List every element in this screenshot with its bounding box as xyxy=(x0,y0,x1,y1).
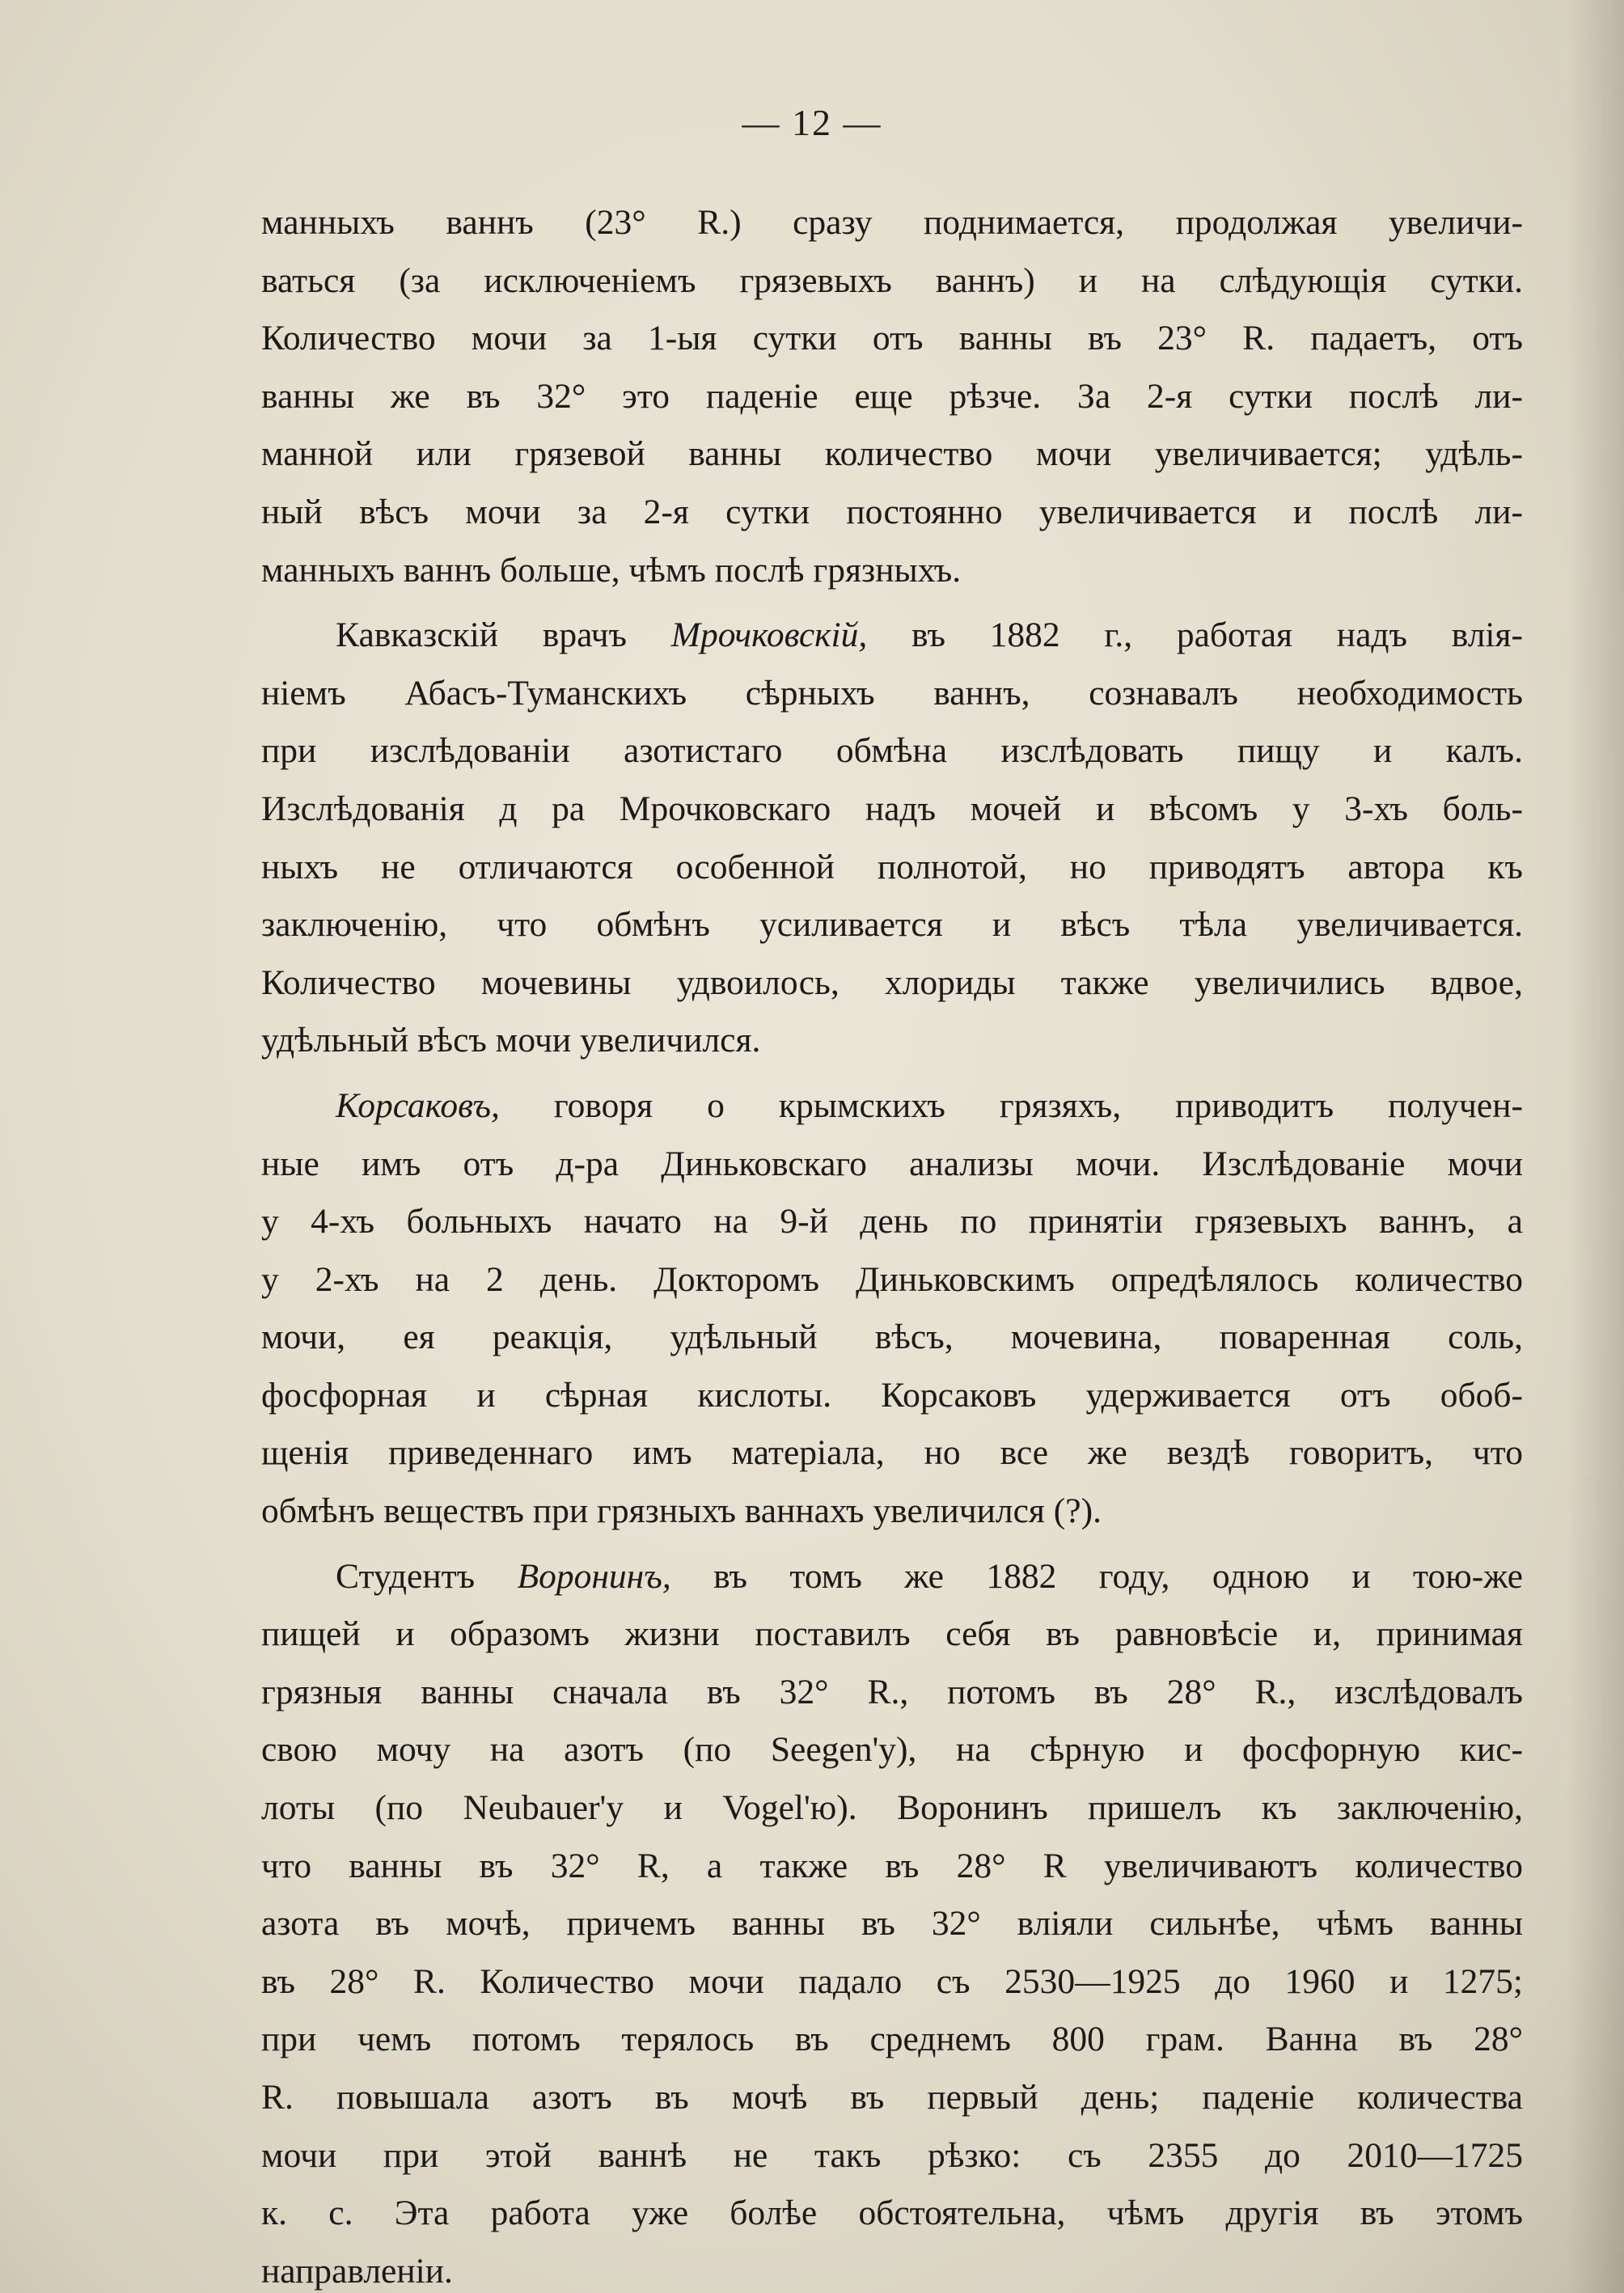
text-line: азота въ мочѣ, причемъ ванны въ 32° вліяли сильнѣе, чѣмъ ванны xyxy=(261,1904,1523,1944)
author-name: Воронинъ, xyxy=(517,1556,671,1596)
text-line: манныхъ ваннъ больше, чѣмъ послѣ грязныхъ. xyxy=(261,550,962,590)
text-line: у 2-хъ на 2 день. Докторомъ Диньковскимъ опредѣлялось количество xyxy=(261,1259,1523,1299)
text-line: к. с. Эта работа уже болѣе обстоятельна, чѣмъ другія въ этомъ xyxy=(261,2194,1523,2233)
text-line: удѣльный вѣсъ мочи увеличился. xyxy=(261,1021,761,1060)
text-line xyxy=(261,1548,1523,1606)
text-line: что ванны въ 32° R, а также въ 28° R увеличиваютъ количество xyxy=(261,1846,1523,1885)
text-line: Количество мочи за 1-ыя сутки отъ ванны въ 23° R. падаетъ, отъ xyxy=(261,319,1523,358)
author-name: Корсаковъ, xyxy=(336,1085,500,1125)
body-text xyxy=(261,194,1523,2293)
text-line: манныхъ ваннъ (23° R.) сразу поднимается, продолжая увеличи- xyxy=(261,203,1523,242)
text-line: ный вѣсъ мочи за 2-я сутки постоянно увеличивается и послѣ ли- xyxy=(261,492,1523,531)
text-line xyxy=(261,1077,1523,1136)
text-line: въ 28° R. Количество мочи падало съ 2530—1925 до 1960 и 1275; xyxy=(261,1961,1523,2001)
text-line: ные имъ отъ д-ра Диньковскаго анализы мочи. Изслѣдованіе мочи xyxy=(261,1144,1523,1183)
text-line: ніемъ Абасъ-Туманскихъ сѣрныхъ ваннъ, сознавалъ необходимость xyxy=(261,673,1523,713)
text-line: пищей и образомъ жизни поставилъ себя въ равновѣсіе и, принимая xyxy=(261,1614,1523,1654)
text-line: мочи, ея реакція, удѣльный вѣсъ, мочевина, поваренная соль, xyxy=(261,1318,1523,1357)
text-line: мочи при этой ваннѣ не такъ рѣзко: съ 2355 до 2010—1725 xyxy=(261,2135,1523,2175)
text-run: въ томъ же 1882 году, одною и тою-же xyxy=(670,1556,1523,1596)
text-line: при изслѣдованіи азотистаго обмѣна изслѣдовать пищу и калъ. xyxy=(261,731,1523,771)
text-line: ныхъ не отличаются особенной полнотой, но приводятъ автора къ xyxy=(261,847,1523,886)
text-run: въ 1882 г., работая надъ влія- xyxy=(867,616,1523,655)
text-line: фосфорная и сѣрная кислоты. Корсаковъ удерживается отъ обоб- xyxy=(261,1375,1523,1415)
text-run: говоря о крымскихъ грязяхъ, приводитъ получен- xyxy=(499,1085,1523,1125)
text-run: Студентъ xyxy=(336,1556,518,1596)
paragraph-1 xyxy=(261,194,1523,599)
text-line: ваться (за исключеніемъ грязевыхъ ваннъ) и на слѣдующія сутки. xyxy=(261,260,1523,300)
text-line: у 4-хъ больныхъ начато на 9-й день по принятіи грязевыхъ ваннъ, а xyxy=(261,1202,1523,1242)
page-edge-shadow xyxy=(1567,0,1624,2293)
text-line: грязныя ванны сначала въ 32° R., потомъ въ 28° R., изслѣдовалъ xyxy=(261,1672,1523,1711)
text-line: манной или грязевой ванны количество мочи увеличивается; удѣль- xyxy=(261,434,1523,474)
text-line: направленіи. xyxy=(261,2251,453,2291)
text-line: при чемъ потомъ терялось въ среднемъ 800 грам. Ванна въ 28° xyxy=(261,2020,1523,2059)
text-line xyxy=(261,607,1523,665)
paragraph-3 xyxy=(261,1077,1523,1541)
paragraph-4 xyxy=(261,1548,1523,2293)
text-line: свою мочу на азотъ (по Seegen'у), на сѣрную и фосфорную кис- xyxy=(261,1730,1523,1770)
text-line: лоты (по Neubauer'у и Vogel'ю). Воронинъ пришелъ къ заключенію, xyxy=(261,1788,1523,1828)
text-line: заключенію, что обмѣнъ усиливается и вѣсъ тѣла увеличивается. xyxy=(261,905,1523,945)
text-line: R. повышала азотъ въ мочѣ въ первый день; паденіе количества xyxy=(261,2078,1523,2117)
text-line: обмѣнъ веществъ при грязныхъ ваннахъ увеличился (?). xyxy=(261,1491,1102,1531)
page-number: — 12 — xyxy=(742,102,882,143)
paragraph-2 xyxy=(261,607,1523,1070)
text-line: Изслѣдованія д ра Мрочковскаго надъ мочей и вѣсомъ у 3-хъ боль- xyxy=(261,789,1523,828)
text-line: ванны же въ 32° это паденіе еще рѣзче. За 2-я сутки послѣ ли- xyxy=(261,376,1523,416)
text-line: Количество мочевины удвоилось, хлориды также увеличились вдвое, xyxy=(261,962,1523,1002)
text-line: щенія приведеннаго имъ матеріала, но все же вездѣ говоритъ, что xyxy=(261,1433,1523,1473)
text-run: Кавказскій врачъ xyxy=(336,616,671,655)
author-name: Мрочковскій, xyxy=(670,616,868,655)
